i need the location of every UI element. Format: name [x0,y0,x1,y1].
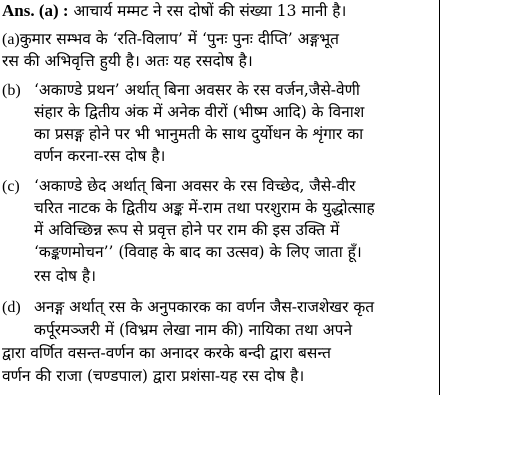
answer-label: Ans. (a) : [2,1,69,20]
item-c-line-1 [2,176,20,197]
item-d-text-3: द्वारा वर्णित वसन्त-वर्णन का अनादर करके बन्दी द्वारा बसन्त [2,344,331,362]
item-b-marker: (b) [2,82,21,99]
item-c-text-2: चरित नाटक के द्वितीय अङ्क में-राम तथा परशुराम के युद्धोत्साह [34,199,375,217]
item-b-text-3: का प्रसङ्ग होने पर भी भानुमती के साथ दुर्योधन के शृंगार का [34,125,364,143]
item-c-text-3: में अविच्छिन्न रूप से प्रवृत्त होने पर राम की इस उक्ति में [34,221,340,239]
item-d-text-2: कर्पूरमञ्जरी में (विभ्रम लेखा नाम की) नायिका तथा अपने [34,321,353,339]
item-d-text-1: अनङ्ग अर्थात् रस के अनुपकारक का वर्णन जैस-राजशेखर कृत [34,298,375,316]
item-c-text-5: रस दोष है। [34,267,96,285]
item-a-text-1: कुमार सम्भव के ‘रति-विलाप’ में ‘पुनः पुनः दीप्ति’ अङ्गभूत [19,30,339,48]
item-b-text-4: वर्णन करना-रस दोष है। [34,147,166,165]
item-c-text-4: ‘कङ्कणमोचन’’ (विवाह के बाद का उत्सव) के लिए जाता हूँ। [34,243,362,261]
item-a-line-1 [2,29,339,50]
item-d-marker: (d) [2,299,21,316]
item-b-line-1 [2,80,21,101]
answer-line [2,1,346,21]
item-b-text-2: संहार के द्वितीय अंक में अनेक वीरों (भीष्म आदि) के विनाश [34,103,365,121]
item-c-text-1: ‘अकाण्डे छेद अर्थात् बिना अवसर के रस विच्छेद, जैसे-वीर [34,177,356,195]
item-a-line-2 [2,51,253,71]
item-c-marker: (c) [2,178,20,195]
item-a-text-2: रस की अभिवृत्ति हुयी है। अतः यह रसदोष है। [2,52,253,70]
item-b-text-1: ‘अकाण्डे प्रथन’ अर्थात् बिना अवसर के रस वर्जन,जैसे-वेणी [34,81,360,99]
item-d-line-1 [2,297,21,318]
item-d-text-4: वर्णन की राजा (चण्डपाल) द्वारा प्रशंसा-यह रस दोष है। [2,367,305,385]
item-a-marker: (a) [2,31,20,48]
answer-text: आचार्य मम्मट ने रस दोषों की संख्या 13 मानी है। [73,2,347,20]
